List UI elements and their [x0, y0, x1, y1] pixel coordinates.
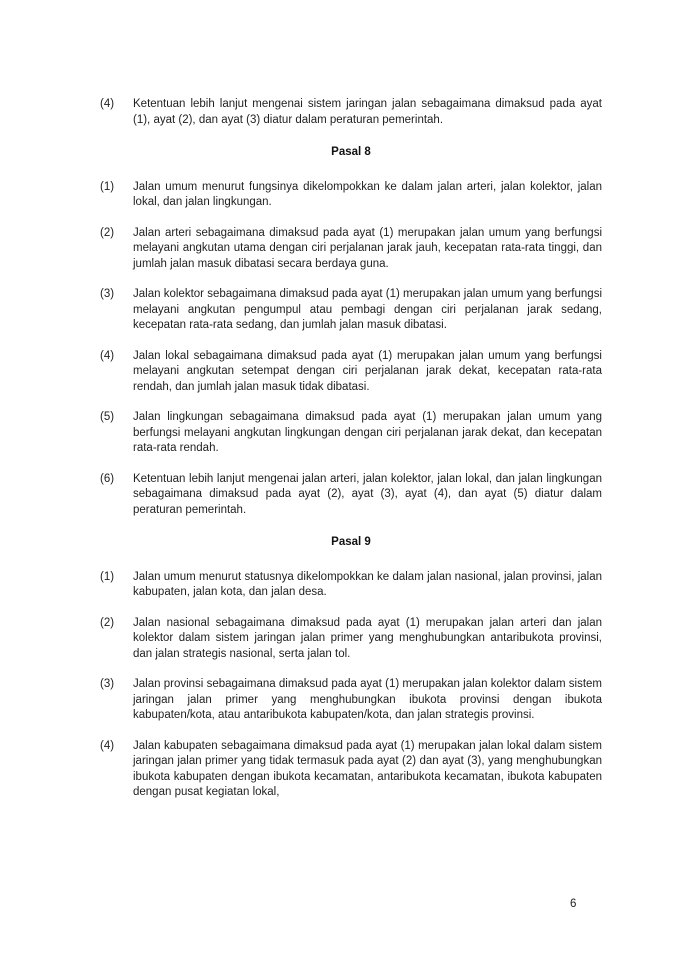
page-number: 6 [570, 898, 577, 910]
clause-text: Jalan nasional sebagaimana dimaksud pada ayat (1) merupakan jalan arteri dan jalan kolektor dalam sistem jaringan jalan primer yang menghubungkan antaribukota provinsi, dan jalan strategis nasional, serta jalan tol. [133, 616, 602, 660]
clause-item [100, 677, 602, 724]
clause-item [100, 616, 602, 663]
clause-item [100, 739, 602, 801]
clause-text: Jalan umum menurut statusnya dikelompokkan ke dalam jalan nasional, jalan provinsi, jalan kabupaten, jalan kota, dan jalan desa. [133, 570, 602, 598]
section-heading: Pasal 9 [331, 536, 371, 548]
clause-number: (3) [100, 288, 115, 300]
clause-number: (2) [100, 616, 115, 629]
clause-text: Jalan kolektor sebagaimana dimaksud pada ayat (1) merupakan jalan umum yang berfungsi melayani angkutan pengumpul atau pembagi dengan ciri perjalanan jarak sedang, kecepatan rata-rata sedang, dan jumlah jalan masuk dibatasi. [133, 288, 602, 331]
document-section [100, 145, 602, 518]
clause-item [100, 472, 602, 519]
clause-text: Jalan provinsi sebagaimana dimaksud pada ayat (1) merupakan jalan kolektor dalam sistem jaringan jalan primer yang menghubungkan ibukota provinsi dengan ibukota kabupaten/kota, atau antaribukota kabupaten/kota, dan jalan strategis provinsi. [133, 678, 602, 721]
clause-number: (5) [100, 411, 115, 423]
clause-number: (6) [100, 472, 115, 485]
clause-item [100, 287, 602, 334]
clause-item [100, 349, 602, 396]
clause-number: (4) [100, 98, 115, 110]
clause-item [100, 180, 602, 211]
clause-number: (2) [100, 226, 115, 239]
clause-item [100, 226, 602, 273]
clause-text: Jalan kabupaten sebagaimana dimaksud pada ayat (1) merupakan jalan lokal dalam sistem jaringan jalan primer yang tidak termasuk pada ayat (2) dan ayat (3), yang menghubungkan ibukota kabupaten dengan ibukota kecamatan, antaribukota kecamatan, ibukota kabupaten dengan pusat kegiatan lokal, [133, 739, 602, 798]
clause-text: Jalan arteri sebagaimana dimaksud pada ayat (1) merupakan jalan umum yang berfungsi melayani angkutan utama dengan ciri perjalanan jarak jauh, kecepatan rata-rata tinggi, dan jumlah jalan masuk dibatasi secara berdaya guna. [133, 226, 602, 270]
clause-number: (1) [100, 570, 115, 583]
clause-number: (1) [100, 180, 115, 193]
clause-text: Jalan lokal sebagaimana dimaksud pada ayat (1) merupakan jalan umum yang berfungsi melayani angkutan setempat dengan ciri perjalanan jarak dekat, kecepatan rata-rata rendah, dan jumlah jalan masuk tidak dibatasi. [133, 349, 602, 393]
clause-number: (3) [100, 678, 115, 690]
document-content [100, 97, 602, 816]
clause-number: (4) [100, 349, 115, 362]
clause-item [100, 410, 602, 457]
document-section [100, 535, 602, 801]
clause-number: (4) [100, 739, 115, 752]
clause-item [100, 97, 602, 128]
clause-item [100, 570, 602, 601]
document-section [100, 97, 602, 128]
clause-text: Jalan lingkungan sebagaimana dimaksud pada ayat (1) merupakan jalan umum yang berfungsi melayani angkutan lingkungan dengan ciri perjalanan jarak dekat, dan kecepatan rata-rata rendah. [133, 411, 602, 454]
clause-text: Ketentuan lebih lanjut mengenai jalan arteri, jalan kolektor, jalan lokal, dan jalan lingkungan sebagaimana dimaksud pada ayat (2), ayat (3), ayat (4), dan ayat (5) diatur dalam peraturan pemerintah. [133, 472, 602, 516]
section-heading: Pasal 8 [331, 146, 371, 158]
clause-text: Jalan umum menurut fungsinya dikelompokkan ke dalam jalan arteri, jalan kolektor, jalan lokal, dan jalan lingkungan. [133, 180, 602, 208]
clause-text: Ketentuan lebih lanjut mengenai sistem jaringan jalan sebagaimana dimaksud pada ayat (1), ayat (2), dan ayat (3) diatur dalam peraturan pemerintah. [133, 98, 602, 126]
